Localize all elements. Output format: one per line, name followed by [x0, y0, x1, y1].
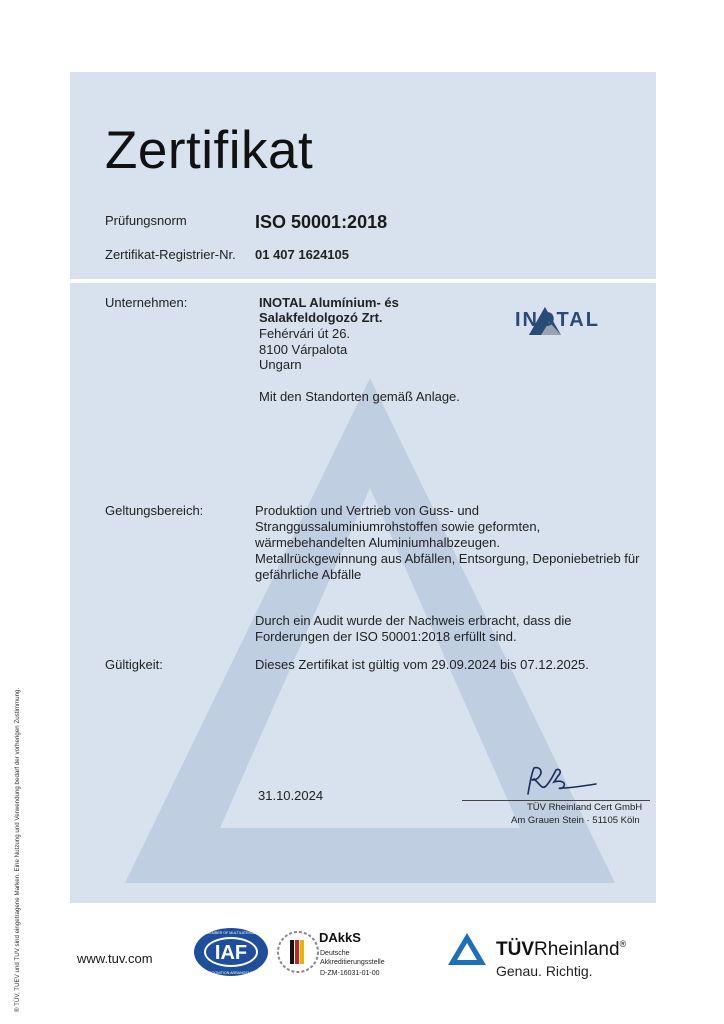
company-city: 8100 Várpalota [259, 342, 348, 357]
issuer-address: Am Grauen Stein · 51105 Köln [511, 815, 640, 826]
website-url: www.tuv.com [77, 951, 153, 966]
inotal-logo-text: INOTAL [515, 309, 600, 331]
issue-date: 31.10.2024 [258, 788, 324, 803]
company-country: Ungarn [259, 357, 302, 372]
audit-statement-line2: Forderungen der ISO 50001:2018 erfüllt sind. [255, 629, 517, 644]
locations-note: Mit den Standorten gemäß Anlage. [259, 389, 460, 404]
gueltigkeit-value: Dieses Zertifikat ist gültig vom 29.09.2024 bis 07.12.2025. [255, 657, 589, 672]
dakks-name: DAkkS [319, 930, 361, 945]
company-street: Fehérvári út 26. [259, 326, 351, 341]
registrier-value: 01 407 1624105 [255, 247, 349, 262]
dakks-number: D-ZM-16031-01-00 [320, 970, 380, 977]
geltungsbereich-label: Geltungsbereich: [105, 503, 204, 518]
tuv-reg-mark: ® [619, 939, 627, 949]
scope-line: Produktion und Vertrieb von Guss- und [255, 503, 480, 518]
tuv-brand-bold: TÜV [496, 939, 534, 960]
iaf-text: IAF [214, 942, 248, 964]
unternehmen-label: Unternehmen: [105, 295, 188, 310]
signature-icon [520, 764, 600, 800]
scope-line: gefährliche Abfälle [255, 567, 362, 582]
dakks-emblem-icon [276, 928, 320, 980]
pruefungsnorm-value: ISO 50001:2018 [255, 212, 388, 232]
tuv-slogan: Genau. Richtig. [496, 963, 593, 979]
issuer-name: TÜV Rheinland Cert GmbH [527, 802, 643, 813]
scope-line: Stranggussaluminiumrohstoffen sowie geformten, [255, 519, 541, 534]
pruefungsnorm-label: Prüfungsnorm [105, 213, 187, 228]
trademark-note: ® TÜV, TUEV und TUV sind eingetragene Marken. Eine Nutzung und Verwendung bedarf der vorherigen Zustimmung. [14, 687, 21, 1012]
dakks-line2: Akkreditierungsstelle [320, 959, 385, 966]
tuv-brand-name [496, 939, 626, 961]
svg-text:RECOGNITION ARRANGEMENT: RECOGNITION ARRANGEMENT [203, 971, 259, 975]
company-name-line1: INOTAL Alumínium- és [259, 295, 399, 310]
certificate-title: Zertifikat [105, 121, 314, 180]
gueltigkeit-label: Gültigkeit: [105, 657, 163, 672]
iaf-badge-icon [192, 926, 270, 978]
signature-line [462, 800, 650, 801]
tuv-triangle-icon [446, 931, 488, 967]
tuv-brand-rest: Rheinland [534, 939, 620, 960]
scope-line: Metallrückgewinnung aus Abfällen, Entsorgung, Deponiebetrieb für [255, 551, 640, 566]
dakks-logo [276, 926, 406, 986]
registrier-label: Zertifikat-Registrier-Nr. [105, 247, 236, 262]
svg-text:MEMBER OF MULTILATERAL: MEMBER OF MULTILATERAL [206, 931, 256, 935]
audit-statement-line1: Durch ein Audit wurde der Nachweis erbracht, dass die [255, 613, 572, 628]
dakks-line1: Deutsche [320, 950, 350, 957]
company-name-line2: Salakfeldolgozó Zrt. [259, 310, 383, 325]
scope-line: wärmebehandelten Aluminiumhalbzeugen. [255, 535, 500, 550]
